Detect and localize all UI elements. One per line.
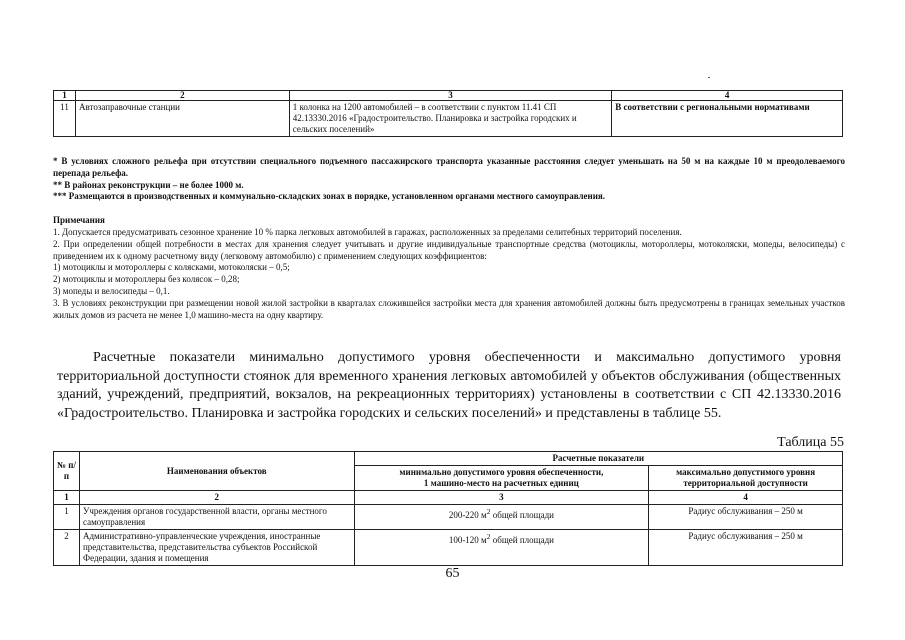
table-row xyxy=(54,505,843,530)
table-header-row xyxy=(54,452,843,466)
footnote-3: *** Размещаются в производственных и коммунально-складских зонах в порядке, установленном органами местного самоуправления. xyxy=(53,191,606,202)
row-number: 11 xyxy=(54,101,76,137)
col-index-2: 2 xyxy=(75,91,289,101)
note-item: 3) мопеды и велосипеды – 0,1. xyxy=(53,285,170,296)
note-item: 1. Допускается предусматривать сезонное хранение 10 % парка легковых автомобилей в гаражах, расположенных за пределами селитебных территорий поселения. xyxy=(53,226,682,237)
provision-value: 200-220 $м^2$ общей площади xyxy=(354,505,649,530)
col-index-4: 4 xyxy=(612,91,843,101)
col-index-2: 2 xyxy=(79,491,354,505)
table-index-row xyxy=(54,491,843,505)
col-index-1: 1 xyxy=(54,91,76,101)
scan-speck xyxy=(708,77,710,78)
header-name: Наименования объектов xyxy=(79,452,354,491)
body-paragraph: Расчетные показатели минимально допустимого уровня обеспеченности и максимально допустимого уровня территориальной доступности стоянок для временного хранения легковых автомобилей у объектов обслуживания (общественных зданий, учреждений, предприятий, вокзалов, на рекреационных территориях) установлены в соответствии с СП 42.13330.2016 «Градостроительство. Планировка и застройка городских и сельских поселений» и представлены в таблице 55. xyxy=(57,350,841,421)
col-index-3: 3 xyxy=(289,91,612,101)
table-55 xyxy=(53,451,843,566)
object-name: Административно-управленческие учреждения, иностранные представительства, представительства субъектов Российской Федерации, здания и помещения xyxy=(79,530,354,566)
footnote-1: * В условиях сложного рельефа при отсутствии специального подъемного пассажирского транспорта указанные расстояния следует уменьшать на 50 м на каждые 10 м преодолеваемого перепада рельефа. xyxy=(53,156,845,178)
page-number: 65 xyxy=(445,566,460,581)
provision-value: 100-120 $м^2$ общей площади xyxy=(354,530,649,566)
footnote-2: ** В районах реконструкции – не более 1000 м. xyxy=(53,179,244,190)
table-caption: Таблица 55 xyxy=(777,435,844,450)
row-number: 1 xyxy=(54,505,80,530)
object-name: Автозаправочные станции xyxy=(75,101,289,137)
col-index-1: 1 xyxy=(54,491,80,505)
note-item: 3. В условиях реконструкции при размещении новой жилой застройки в кварталах сложившейся застройки места для хранения автомобилей должны быть предусмотрены в границах земельных участков жилых домов из расчета не менее 1,0 машино-места на одну квартиру. xyxy=(53,297,845,320)
notes-title: Примечания xyxy=(53,215,105,226)
col-index-4: 4 xyxy=(649,491,843,505)
provision-value: 1 колонка на 1200 автомобилей – в соответствии с пунктом 11.41 СП 42.13330.2016 «Градостроительство. Планировка и застройка городских и сельских поселений» xyxy=(289,101,612,137)
table-row xyxy=(54,101,843,137)
header-min: минимально допустимого уровня обеспеченности, 1 машино-место на расчетных единиц xyxy=(354,466,649,491)
notes-block xyxy=(53,156,845,321)
row-number: 2 xyxy=(54,530,80,566)
note-item: 2) мотоциклы и мотороллеры без колясок – 0,28; xyxy=(53,274,240,285)
parking-norms-table-continued xyxy=(53,90,843,137)
accessibility-value: В соответствии с региональными нормативами xyxy=(612,101,843,137)
accessibility-value: Радиус обслуживания – 250 м xyxy=(649,505,843,530)
header-max: максимально допустимого уровня территориальной доступности xyxy=(649,466,843,491)
accessibility-value: Радиус обслуживания – 250 м xyxy=(649,530,843,566)
header-group: Расчетные показатели xyxy=(354,452,842,466)
note-item: 2. При определении общей потребности в местах для хранения следует учитывать и другие индивидуальные транспортные средства (мотоциклы, мотороллеры, мотоколяски, мопеды, велосипеды) с приведением их к одному расчетному виду (легковому автомобилю) с применением следующих коэффициентов: xyxy=(53,238,845,261)
col-index-3: 3 xyxy=(354,491,649,505)
object-name: Учреждения органов государственной власти, органы местного самоуправления xyxy=(79,505,354,530)
table-row xyxy=(54,530,843,566)
header-num: № п/п xyxy=(54,452,80,491)
note-item: 1) мотоциклы и мотороллеры с колясками, мотоколяски – 0,5; xyxy=(53,262,290,273)
table-index-row xyxy=(54,91,843,101)
